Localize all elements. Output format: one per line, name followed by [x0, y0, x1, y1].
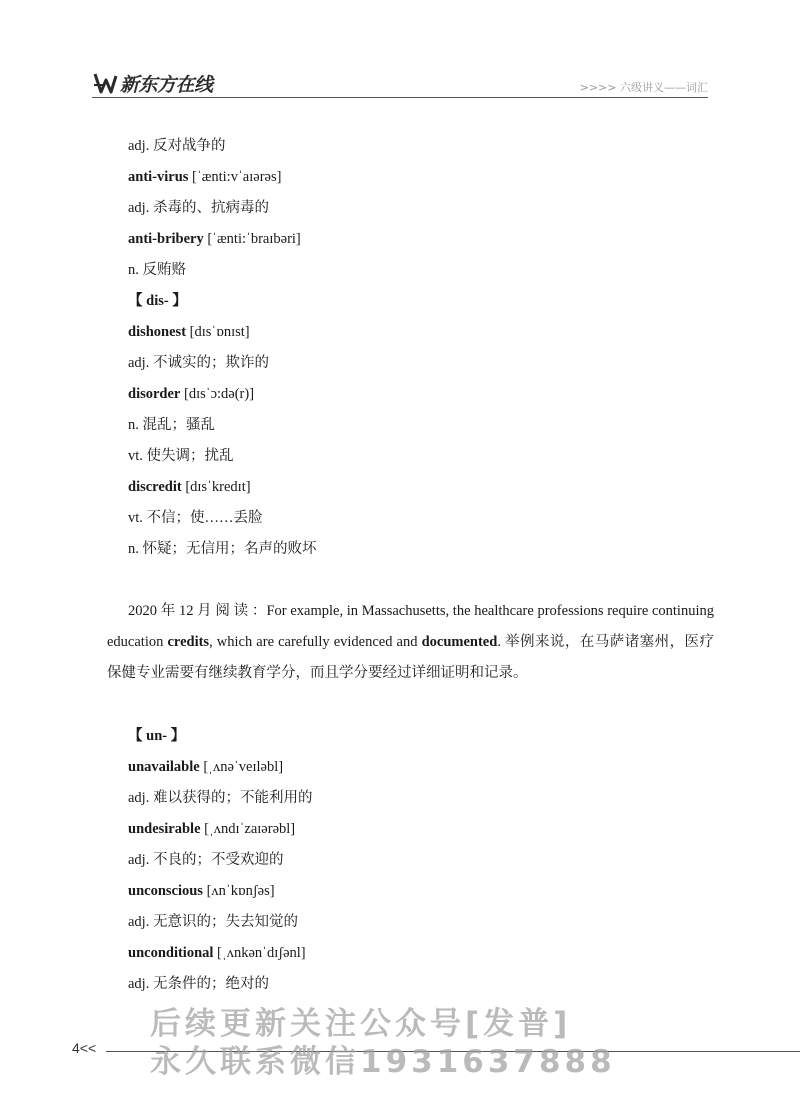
logo: [92, 68, 213, 98]
prefix-heading: 【 un- 】: [128, 728, 186, 744]
vocab-line: adj. 难以获得的；不能利用的: [128, 790, 313, 806]
vocab-line: dishonest [dɪsˈɒnɪst]: [128, 324, 250, 340]
section-title: >>>> 六级讲义——词汇: [579, 81, 708, 94]
vocab-line: vt. 使失调；扰乱: [128, 448, 234, 464]
keyword-credits: credits: [167, 634, 210, 650]
vocab-line: anti-bribery [ˈænti:ˈbraɪbəri]: [128, 231, 301, 247]
page-header: [92, 68, 708, 100]
vocab-line: undesirable [ˌʌndɪˈzaɪərəbl]: [128, 821, 296, 837]
logo-text: 新东方在线: [120, 73, 213, 96]
vocab-line: adj. 无条件的；绝对的: [128, 976, 269, 992]
vocab-line: n. 混乱；骚乱: [128, 417, 215, 433]
vocab-line: adj. 杀毒的、抗病毒的: [128, 200, 269, 216]
logo-mark-icon: [92, 71, 118, 95]
vocab-line: anti-virus [ˈænti:vˈaɪərəs]: [128, 169, 282, 185]
keyword-documented: documented: [421, 634, 498, 650]
vocab-line: vt. 不信；使……丢脸: [128, 510, 263, 526]
page-number: 4<<: [72, 1040, 97, 1056]
vocab-line: unconditional [ˌʌnkənˈdɪʃənl]: [128, 945, 306, 961]
vocab-line: n. 反贿赂: [128, 262, 186, 278]
header-divider: [92, 97, 708, 98]
reading-example: 2020 年 12 月 阅 读 ：For example, in Massachusetts, the healthcare professions require continuing education credits, which are carefully evidenced and documented. 举例来说，在马萨诸塞州，医疗保健专业需要有继续教育学分，而且学分要经过详细证明和记录。: [107, 603, 714, 681]
vocab-line: adj. 不良的；不受欢迎的: [128, 852, 284, 868]
vocab-line: adj. 不诚实的；欺诈的: [128, 355, 269, 371]
vocab-line: adj. 无意识的；失去知觉的: [128, 914, 298, 930]
vocab-line: adj. 反对战争的: [128, 138, 226, 154]
vocab-line: unavailable [ˌʌnəˈveɪləbl]: [128, 759, 284, 775]
vocab-line: discredit [dɪsˈkredɪt]: [128, 479, 251, 495]
vocab-line: n. 怀疑；无信用；名声的败坏: [128, 541, 317, 557]
vocab-line: disorder [dɪsˈɔ:də(r)]: [128, 386, 255, 402]
watermark-line-1: 后续更新关注公众号[发普]: [150, 1006, 572, 1042]
prefix-heading: 【 dis- 】: [128, 293, 187, 309]
watermark-line-2: 永久联系微信1931637888: [150, 1044, 616, 1080]
vocab-line: unconscious [ʌnˈkɒnʃəs]: [128, 883, 275, 899]
